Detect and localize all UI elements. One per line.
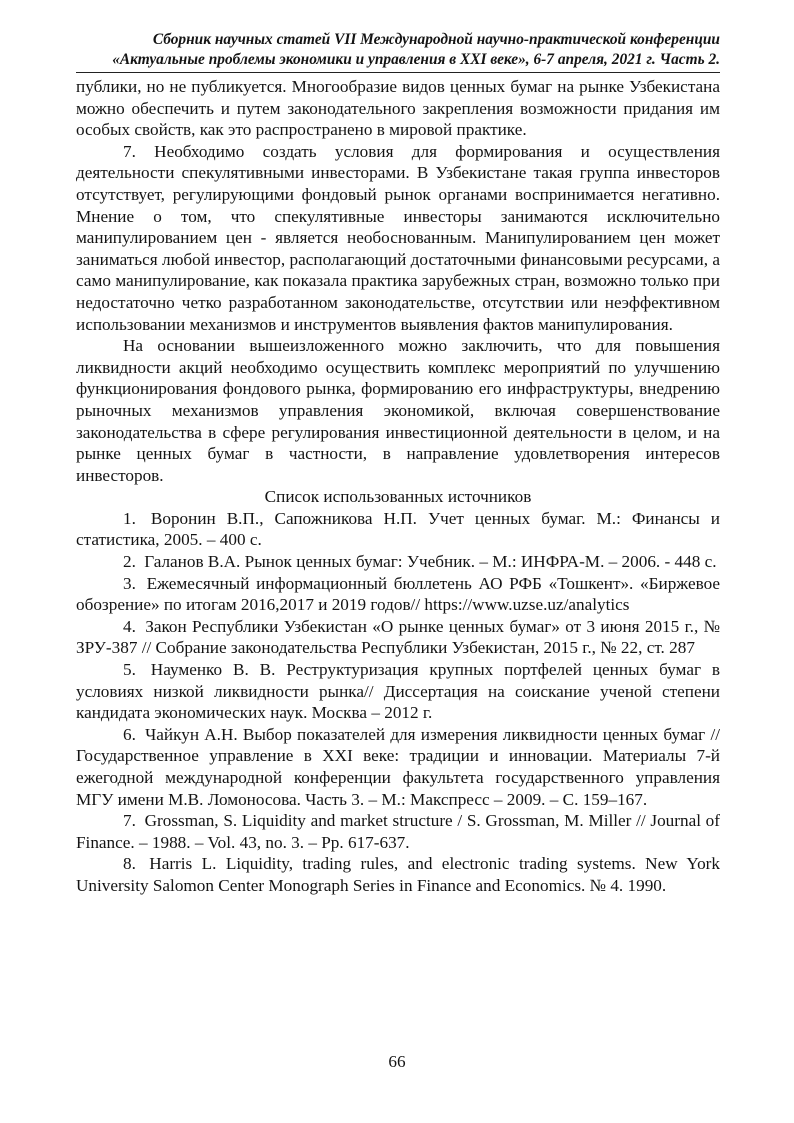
reference-number: 2.	[123, 552, 136, 572]
reference-number: 1.	[123, 508, 136, 528]
reference-number: 7.	[123, 811, 136, 831]
header-line-1: Сборник научных статей VII Международной научно-практической конференции	[152, 31, 720, 48]
reference-text: Harris L. Liquidity, trading rules, and electronic trading systems. New York University Salomon Center Monograph Series in Finance and Economics. № 4. 1990.	[76, 854, 720, 895]
page-number: 66	[388, 1052, 406, 1071]
running-header	[76, 30, 720, 73]
article-body	[76, 76, 720, 897]
reference-text: Чайкун А.Н. Выбор показателей для измерения ликвидности ценных бумаг // Государственное управление в XXI веке: традиции и инновации. Материалы 7-й ежегодной международной конференции факультета государственного управления МГУ имени М.В. Ломоносова. Часть 3. – М.: Макспресс – 2009. – С. 159–167.	[76, 724, 720, 809]
reference-text: Галанов В.А. Рынок ценных бумаг: Учебник. – М.: ИНФРА-М. – 2006. - 448 с.	[144, 552, 717, 572]
paragraph-item-7: 7. Необходимо создать условия для формирования и осуществления деятельности спекулятивными инвесторами. В Узбекистане такая группа инвесторов отсутствует, регулирующими фондовый рынок органами воспринимается негативно. Мнение о том, что спекулятивные инвесторы занимаются исключительно манипулированием цен - является необоснованным. Манипулированием цен может заниматься любой инвестор, располагающий достаточными финансовыми ресурсами, а само манипулирование, как показала практика зарубежных стран, возможно только при недостаточно четко разработанном законодательстве, отсутствии или неэффективном использовании механизмов и инструментов выявления фактов манипулирования.	[76, 141, 720, 334]
reference-item	[76, 724, 720, 810]
reference-item	[76, 616, 720, 659]
reference-text: Закон Республики Узбекистан «О рынке ценных бумаг» от 3 июня 2015 г., № ЗРУ-387 // Собрание законодательства Республики Узбекистан, 2015 г., № 22, ст. 287	[76, 616, 720, 658]
reference-number: 4.	[123, 616, 136, 636]
header-line-2: «Актуальные проблемы экономики и управления в XXI веке», 6-7 апреля, 2021 г. Часть 2.	[112, 51, 720, 68]
reference-item	[76, 573, 720, 616]
reference-number: 5.	[123, 660, 136, 680]
reference-item	[76, 551, 720, 573]
references-list	[76, 508, 720, 897]
reference-text: Grossman, S. Liquidity and market structure / S. Grossman, M. Miller // Journal of Finance. – 1988. – Vol. 43, no. 3. – Pp. 617-637.	[76, 811, 721, 852]
references-title: Список использованных источников	[264, 487, 532, 507]
reference-text: Ежемесячный информационный бюллетень АО РФБ «Тошкент». «Биржевое обозрение» по итогам 2016,2017 и 2019 годов// https://www.uzse.uz/analytics	[76, 573, 720, 615]
paragraph-continuation: публики, но не публикуется. Многообразие видов ценных бумаг на рынке Узбекистана можно обеспечить и путем законодательного закрепления возможности придания им особых свойств, как это распространено в мировой практике.	[76, 77, 720, 140]
reference-item	[76, 853, 720, 896]
reference-number: 6.	[123, 724, 136, 744]
reference-text: Воронин В.П., Сапожникова Н.П. Учет ценных бумаг. М.: Финансы и статистика, 2005. – 400 с.	[76, 508, 721, 550]
paragraph-conclusion: На основании вышеизложенного можно заключить, что для повышения ликвидности акций необходимо осуществить комплекс мероприятий по улучшению функционирования фондового рынка, формированию его инфраструктуры, внедрению рыночных механизмов управления экономикой, включая совершенствование законодательства в сфере регулирования инвестиционной деятельности в целом, и на рынке ценных бумаг в частности, в направление удовлетворения интересов инвесторов.	[76, 336, 720, 485]
page	[76, 30, 720, 897]
reference-text: Науменко В. В. Реструктуризация крупных портфелей ценных бумаг в условиях низкой ликвидности рынка// Диссертация на соискание ученой степени кандидата экономических наук. Москва – 2012 г.	[76, 660, 720, 723]
reference-number: 3.	[123, 573, 136, 593]
reference-item	[76, 508, 720, 551]
reference-number: 8.	[123, 854, 136, 874]
reference-item	[76, 659, 720, 724]
reference-item	[76, 810, 720, 853]
